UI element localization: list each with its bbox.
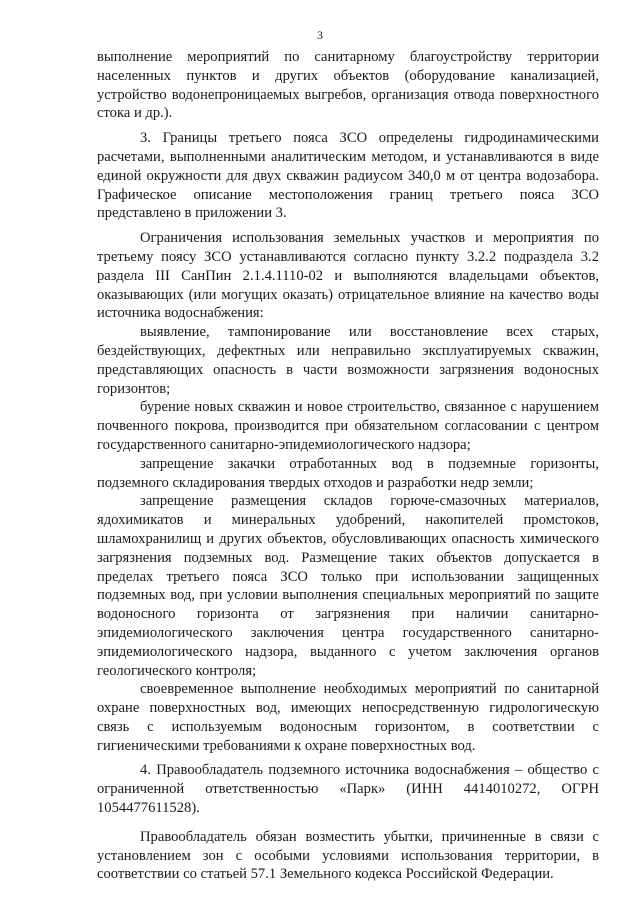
list-item-storage-ban: запрещение размещения складов горюче-смазочных материалов, ядохимикатов и минеральных удобрений, накопителей промстоков, шламохранилищ и других объектов, обусловливающих опасность химического загрязнения подземных вод. Размещение таких объектов допускается в пределах третьего пояса ЗСО только при использовании защищенных подземных вод, при условии выполнения специальных мероприятий по защите водоносного горизонта от загрязнения при наличии санитарно-эпидемиологического заключения центра государственного санитарно-эпидемиологического надзора, выданного с учетом заключения органов геологического контроля; [97,493,599,679]
paragraph-rights-holder: 4. Правообладатель подземного источника водоснабжения – общество с ограниченной ответственностью «Парк» (ИНН 4414010272, ОГРН 1054477611528). [97,762,599,817]
list-item-surface-water-protection: своевременное выполнение необходимых мероприятий по санитарной охране поверхностных вод, имеющих непосредственную гидрологическую связь с используемым водоносным горизонтом, в соответствии с гигиеническими требованиями к охране поверхностных вод. [97,681,599,754]
paragraph-third-zone-boundaries: 3. Границы третьего пояса ЗСО определены гидродинамическими расчетами, выполненными аналитическим методом, и устанавливаются в виде единой окружности для двух скважин радиусом 340,0 м от центра водозабора. Графическое описание местоположения границ третьего пояса ЗСО представлено в приложении 3. [97,130,599,222]
paragraph-land-use-restrictions: Ограничения использования земельных участков и мероприятия по третьему поясу ЗСО устанавливаются согласно пункту 3.2.2 подраздела 3.2 раздела III СанПин 2.1.4.1110-02 и выполняются владельцами объектов, оказывающих (или могущих оказать) отрицательное влияние на качество воды источника водоснабжения: [97,230,599,322]
paragraph-1-continuation: выполнение мероприятий по санитарному благоустройству территории населенных пунктов и других объектов (оборудование канализацией, устройство водонепроницаемых выгребов, организация отвода поверхностного стока и др.). [97,49,599,122]
page-number: 3 [317,28,323,42]
list-item-drilling-construction: бурение новых скважин и новое строительство, связанное с нарушением почвенного покрова, производится при обязательном согласовании с центром государственного санитарно-эпидемиологического надзора; [97,399,599,453]
paragraph-compensation: Правообладатель обязан возместить убытки, причиненные в связи с установлением зон с особыми условиями использования территории, в соответствии со статьей 57.1 Земельного кодекса Российской Федерации. [97,828,599,883]
list-item-waste-injection-ban: запрещение закачки отработанных вод в подземные горизонты, подземного складирования твердых отходов и разработки недр земли; [97,455,599,491]
list-item-wells-identification: выявление, тампонирование или восстановление всех старых, бездействующих, дефектных или неправильно эксплуатируемых скважин, представляющих опасность в части возможности загрязнения водоносных горизонтов; [97,324,599,397]
document-body [97,48,599,884]
